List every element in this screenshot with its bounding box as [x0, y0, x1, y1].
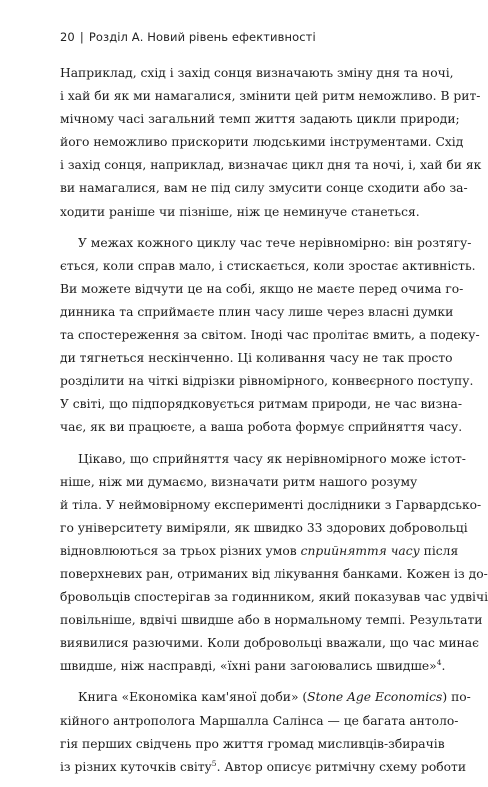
- italic-phrase: сприйняття часу: [300, 543, 420, 558]
- text-line: У світі, що підпорядковується ритмам природи, не час визна-: [60, 397, 463, 412]
- text-line: бровольців спостерігав за годинником, який показував час удвічі: [60, 590, 488, 605]
- text-line: його неможливо прискорити людськими інструментами. Схід: [60, 135, 464, 150]
- text-line: кійного антрополога Маршалла Салінса — це багата антоло-: [60, 713, 459, 728]
- text-line: виявилися разючими. Коли добровольці вважали, що час минає: [60, 636, 479, 651]
- text-line: Ви можете відчути це на собі, якщо не маєте перед очима го-: [60, 281, 464, 296]
- paragraph-1: [60, 62, 482, 224]
- text-line-with-footnote: швидше, ніж насправді, «їхні рани загоювались швидше»$^4$.: [60, 658, 446, 674]
- footnote-ref-5[interactable]: 5: [211, 758, 217, 768]
- text-line-with-footnote: [60, 756, 467, 779]
- text-line: розділити на чіткі відрізки рівномірного, конвеєрного поступу.: [60, 374, 474, 389]
- text-line: У межах кожного циклу час тече нерівномірно: він розтягу-: [78, 235, 472, 250]
- body-text: [60, 62, 488, 787]
- text-line: Цікаво, що сприйняття часу як нерівномірного може істот-: [78, 451, 466, 466]
- text-line: та спостереження за світом. Іноді час пролітає вмить, а подеку-: [60, 328, 480, 343]
- text-line: і захід сонця, наприклад, визначає цикл дня та ночі, і, хай би як: [60, 158, 482, 173]
- text-line-continuation: . Автор описує ритмічну схему роботи: [216, 759, 467, 774]
- text-line: гія перших свідчень про життя громад мисливців-збирачів: [60, 736, 445, 751]
- footnote-ref-4[interactable]: 4: [436, 658, 442, 668]
- text-line: ніше, ніж ми думаємо, визначати ритм нашого розуму: [60, 474, 418, 489]
- text-line: чає, як ви працюєте, а ваша робота формує сприйняття часу.: [60, 420, 463, 435]
- text-line: динника та сприймаєте плин часу лише через власні думки: [60, 304, 454, 319]
- paragraph-4: [60, 686, 471, 778]
- text-line: ви намагалися, вам не під силу змусити сонце сходити або за-: [60, 181, 468, 196]
- text-line: ходити раніше чи пізніше, ніж це неминуче станеться.: [60, 204, 420, 219]
- text-line-content: із різних куточків світу: [60, 759, 212, 774]
- paragraph-2: [60, 232, 480, 440]
- text-line: Книга «Економіка кам'яної доби» (Stone Age Economics) по-: [78, 690, 471, 705]
- text-line: ди тягнеться нескінченно. Ці коливання часу не так просто: [60, 351, 453, 366]
- text-line: поверхневих ран, отриманих від лікування банками. Кожен із до-: [60, 566, 488, 581]
- text-line: Наприклад, схід і захід сонця визначають зміну дня та ночі,: [60, 66, 454, 80]
- text-line: відновлюються за трьох різних умов сприйняття часу після: [60, 543, 459, 558]
- text-line: повільніше, вдвічі швидше або в нормальному темпі. Результати: [60, 613, 483, 628]
- text-line: ється, коли справ мало, і стискається, коли зростає активність.: [60, 258, 476, 273]
- chapter-title: Розділ А. Новий рівень ефективності: [88, 30, 316, 44]
- text-line: й тіла. У неймовірному експерименті дослідники з Гарвардсько-: [60, 497, 482, 512]
- paragraph-3: [60, 448, 488, 679]
- text-line: і хай би як ми намагалися, змінити цей ритм неможливо. В рит-: [60, 89, 481, 104]
- text-line: го університету виміряли, як швидко 33 здорових добровольці: [60, 520, 468, 535]
- italic-phrase: Stone Age Economics: [307, 690, 443, 705]
- running-head: [60, 30, 316, 44]
- header-separator: |: [79, 30, 84, 44]
- text-line-content: швидше, ніж насправді, «їхні рани загоювались швидше»: [60, 659, 437, 674]
- text-line: мічному часі загальний темп життя задають цикли природи;: [60, 112, 460, 127]
- page-number: 20: [60, 30, 75, 44]
